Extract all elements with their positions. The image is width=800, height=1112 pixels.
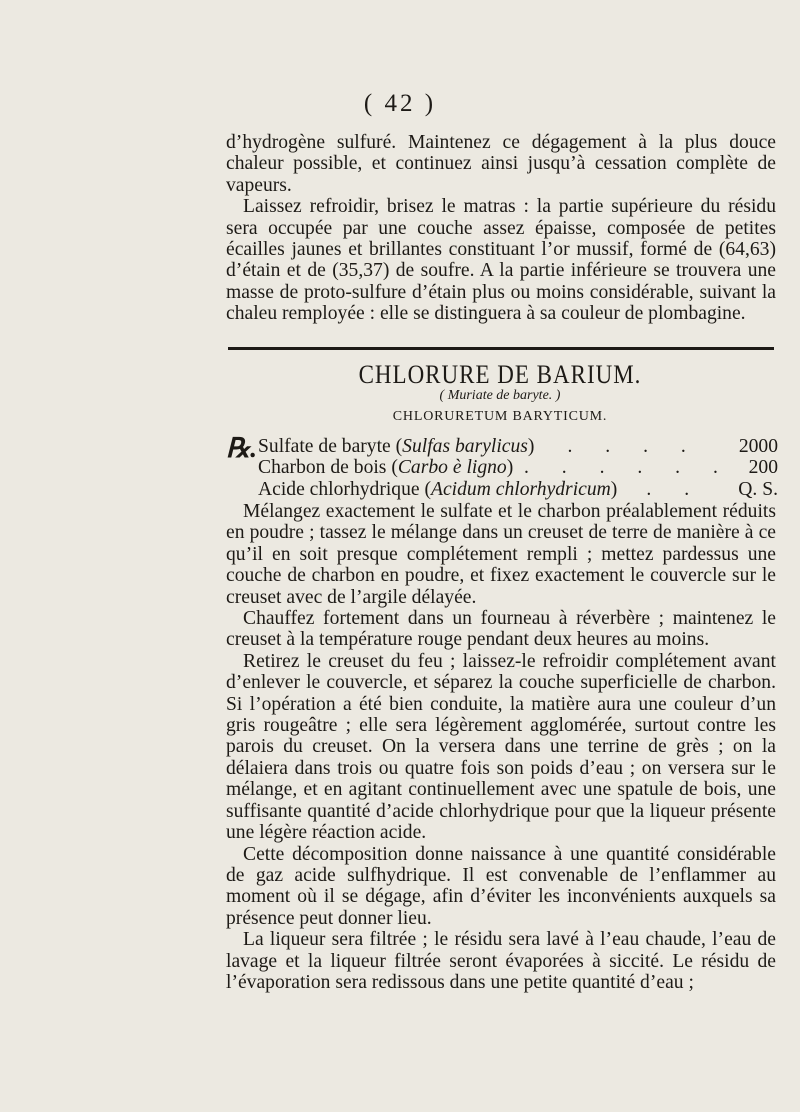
paragraph: Laissez refroidir, brisez le matras : la partie supérieure du résidu sera occupée par une couche assez épaisse, composée de petites écailles jaunes et brillantes constituant l’or mussif, formé de (64,63) d’étain et de (35,37) de soufre. A la partie inférieure se trouvera une masse de proto-sulfure d’étain plus ou moins considérable, suivant la chaleu remployée : elle se distinguera à sa couleur de plombagine. [226,196,776,325]
ingredient-row [258,436,778,457]
continuation-text [226,132,776,325]
ingredient-quantity: 2000 [738,436,778,457]
paragraph: d’hydrogène sulfuré. Maintenez ce dégagement à la plus douce chaleur possible, et continuez ainsi jusqu’à cessation complète de vapeurs. [226,132,776,196]
ingredient-name: Acide chlorhydrique (Acidum chlorhydricum) [258,478,618,500]
section-body [226,501,776,993]
leader-dots: . . [646,478,704,500]
ingredient-latin: Acidum chlorhydricum [431,478,611,500]
ingredient-name: Sulfate de baryte (Sulfas barylicus) [258,436,535,457]
paragraph: Retirez le creuset du feu ; laissez-le refroidir complétement avant d’enlever le couvercle, et séparez la couche superficielle de charbon. Si l’opération a été bien conduite, la matière aura une couleur d’un gris rougeâtre ; elle sera légèrement agglomérée, surtout contre les parois du creuset. On la versera dans une terrine de grès ; on la délaiera dans trois ou quatre fois son poids d’eau ; on versera sur le mélange, et en agitant continuellement avec une spatule de bois, une suffisante quantité d’acide chlorhydrique pour que la liqueur présente une légère réaction acide. [226,650,776,844]
section-subtitle: ( Muriate de baryte. ) [439,388,561,403]
leader-dots: . . . . [567,436,700,457]
section-title: CHLORURE DE BARIUM. [358,360,642,389]
paragraph: Chauffez fortement dans un fourneau à réverbère ; maintenez le creuset à la température rouge pendant deux heures au moins. [226,608,776,651]
leader-dots: . . . . . . [523,457,732,479]
ingredient-row [258,479,778,500]
section-divider [228,347,774,350]
latin-title: CHLORURETUM BARYTICUM. [392,409,608,424]
ingredient-list [258,436,778,500]
ingredient-name: Charbon de bois (Carbo è ligno) [258,457,514,479]
page-number: ( 42 ) [363,90,437,117]
ingredient-row [258,457,778,478]
ingredient-quantity: Q. S. [738,478,778,500]
recipe-symbol: ℞. [226,433,257,463]
paragraph: Mélangez exactement le sulfate et le charbon préalablement réduits en poudre ; tassez le mélange dans un creuset de terre de manière à ce qu’il en soit presque complétement rempli ; mettez pardessus une couche de charbon en poudre, et fixez exactement le couvercle sur le creuset avec de l’argile délayée. [226,501,776,608]
ingredient-quantity: 200 [748,457,778,479]
paragraph: Cette décomposition donne naissance à une quantité considérable de gaz acide sulfhydrique. Il est convenable de l’enflammer au moment où il se dégage, afin d’éviter les inconvénients auxquels sa présence peut donner lieu. [226,843,776,929]
ingredient-latin: Carbo è ligno [397,457,507,479]
ingredient-latin: Sulfas barylicus [402,436,528,457]
paragraph: La liqueur sera filtrée ; le résidu sera lavé à l’eau chaude, l’eau de lavage et la liqueur filtrée seront évaporées à siccité. Le résidu de l’évaporation sera redissous dans une petite quantité d’eau ; [226,929,776,993]
